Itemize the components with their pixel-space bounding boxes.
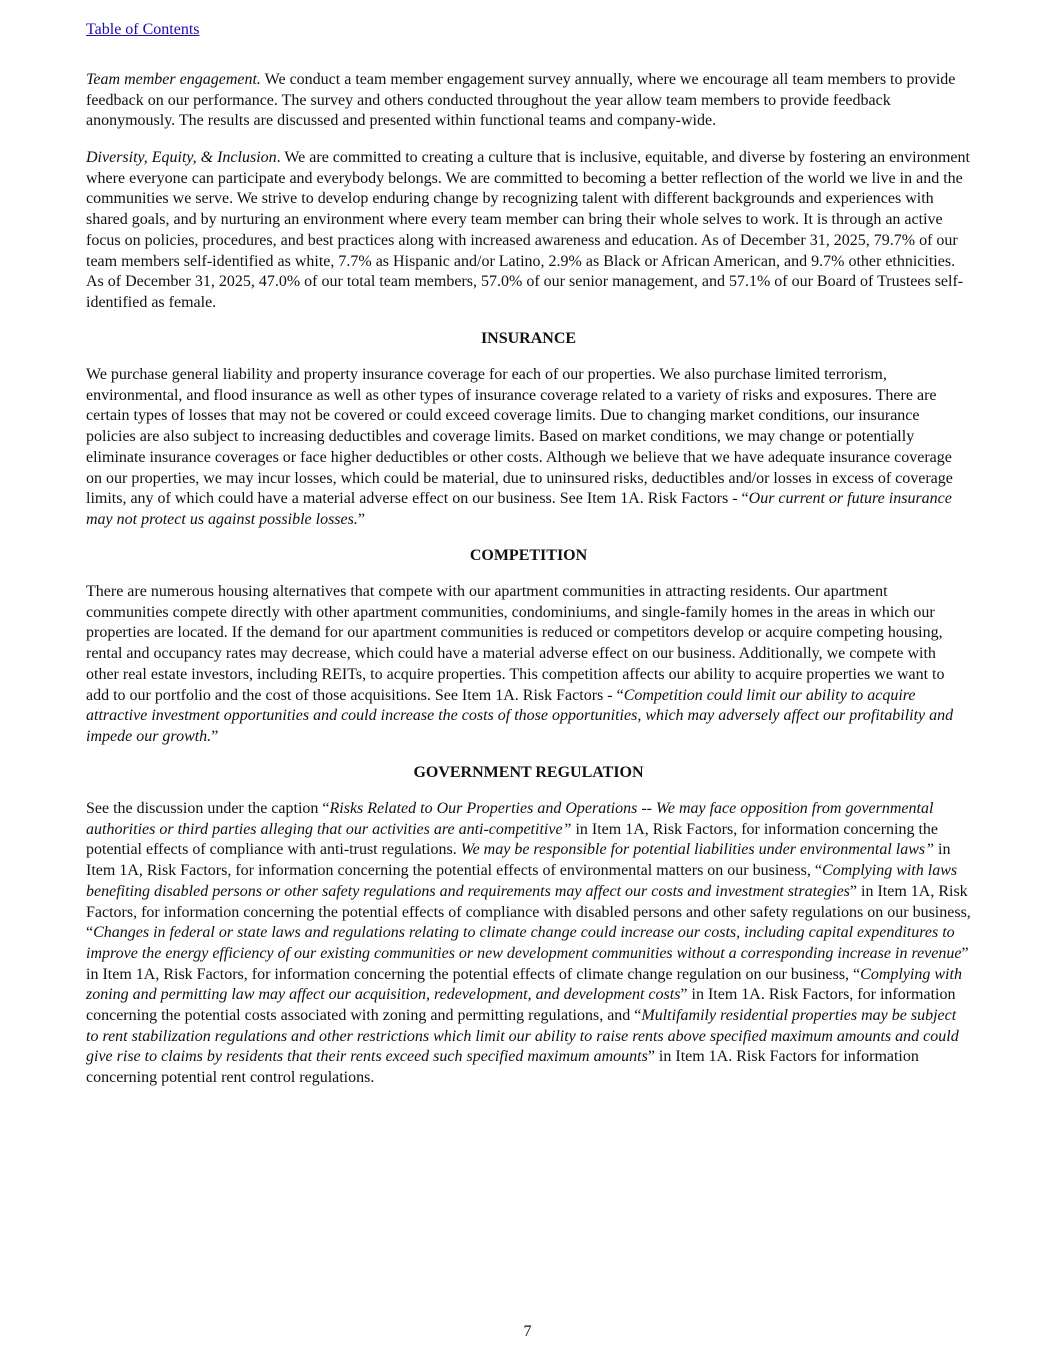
gov-ref-rent-stabilization: Multifamily residential properties may be subject to rent stabilization regulations and other restrictions which limit our ability to raise rents above specified maximum amounts and could give rise to claims by residents that their rents exceed such specified maximum amounts [86, 1007, 959, 1066]
gov-text-2: in Item 1A, Risk Factors, for information concerning the potential effects of compliance with anti-trust regulations. [86, 820, 939, 859]
table-of-contents-link[interactable]: Table of Contents [86, 21, 200, 38]
competition-text: There are numerous housing alternatives that compete with our apartment communities in attracting residents. Our apartment communities compete directly with other apartment communities, condominiums, and single-family homes in the areas in which our properties are located. If the demand for our apartment communities is reduced or competitors develop or acquire competing housing, rental and occupancy rates may decrease, which could have a material adverse effect on our business. Additionally, we compete with other real estate investors, including REITs, to acquire properties. This competition affects our ability to acquire properties we want to add to our portfolio and the cost of those acquisitions. See Item 1A. Risk Factors - “ [86, 583, 945, 704]
gov-ref-disabled-persons: Complying with laws benefiting disabled persons or other safety regulations and requirements may affect our costs and investment strategies [86, 862, 958, 900]
competition-risk-reference: Competition could limit our ability to acquire attractive investment opportunities and could increase the costs of those opportunities, which may adversely affect our profitability and impede our growth. [86, 686, 954, 745]
competition-heading: COMPETITION [469, 547, 588, 564]
gov-text-4: ” in Item 1A, Risk Factors, for information concerning the potential effects of compliance with disabled persons and other safety regulations on our business, “ [86, 882, 971, 942]
competition-paragraph [86, 582, 971, 748]
insurance-paragraph [86, 365, 971, 531]
insurance-close-quote: ” [357, 510, 365, 528]
gov-text-5: ” in Item 1A, Risk Factors, for information concerning the potential effects of climate change regulation on our business, “ [86, 944, 969, 983]
competition-close-quote: ” [211, 727, 219, 745]
gov-text-1: See the discussion under the caption “ [86, 800, 330, 817]
engagement-text: We conduct a team member engagement survey annually, where we encourage all team members to provide feedback on our performance. The survey and others conducted throughout the year allow team members to provide feedback anonymously. The results are discussed and presented within functional teams and company-wide. [86, 71, 956, 130]
page-number: 7 [523, 1323, 532, 1340]
gov-ref-anti-competitive: Risks Related to Our Properties and Operations -- We may face opposition from governmental authorities or third parties alleging that our activities are anti-competitive” [86, 800, 934, 838]
government-regulation-heading: GOVERNMENT REGULATION [413, 764, 644, 781]
engagement-paragraph [86, 70, 971, 132]
insurance-heading: INSURANCE [480, 330, 577, 347]
engagement-title: Team member engagement. [86, 71, 261, 88]
insurance-risk-reference: Our current or future insurance may not protect us against possible losses. [86, 490, 952, 528]
gov-ref-zoning: Complying with zoning and permitting law may affect our acquisition, redevelopment, and development costs [86, 965, 962, 1004]
gov-ref-climate-change: Changes in federal or state laws and regulations relating to climate change could increase our costs, including capital expenditures to improve the energy efficiency of our existing communities or new development communities without a corresponding increase in revenue [86, 924, 962, 962]
insurance-text: We purchase general liability and property insurance coverage for each of our properties. We also purchase limited terrorism, environmental, and flood insurance as well as other types of insurance coverage related to a variety of risks and exposures. There are certain types of losses that may not be covered or could exceed coverage limits. Due to changing market conditions, our insurance policies are also subject to increasing deductibles and coverage limits. Based on market conditions, we may change or potentially eliminate insurance coverages or face higher deductibles or other costs. Although we believe that we have adequate insurance coverage on our properties, we may incur losses, which could be material, due to uninsured risks, deductibles and/or losses in excess of coverage limits, any of which could have a material adverse effect on our business. See Item 1A. Risk Factors - “ [86, 366, 953, 508]
gov-text-6: ” in Item 1A. Risk Factors, for information concerning the potential costs associated with zoning and permitting regulations, and “ [86, 986, 956, 1025]
dei-text: . We are committed to creating a culture that is inclusive, equitable, and diverse by fostering an environment where everyone can participate and everybody belongs. We are committed to becoming a better reflection of the world we live in and the communities we serve. We strive to develop enduring change by recognizing talent with different backgrounds and experiences with shared goals, and by nurturing an environment where every team member can bring their whole selves to work. It is through an active focus on policies, procedures, and best practices along with increased awareness and education. As of December 31, 2025, 79.7% of our team members self-identified as white, 7.7% as Hispanic and/or Latino, 2.9% as Black or African American, and 9.7% other ethnicities. As of December 31, 2025, 47.0% of our total team members, 57.0% of our senior management, and 57.1% of our Board of Trustees self-identified as female. [86, 149, 970, 311]
gov-text-3: in Item 1A, Risk Factors, for information concerning the potential effects of environmental matters on our business, “ [86, 841, 951, 880]
government-regulation-paragraph [86, 799, 971, 1089]
gov-ref-environmental: We may be responsible for potential liabilities under environmental laws” [460, 841, 934, 859]
gov-text-7: ” in Item 1A. Risk Factors for information concerning potential rent control regulations. [86, 1048, 919, 1087]
dei-paragraph [86, 148, 971, 314]
dei-title: Diversity, Equity, & Inclusion [86, 149, 277, 166]
